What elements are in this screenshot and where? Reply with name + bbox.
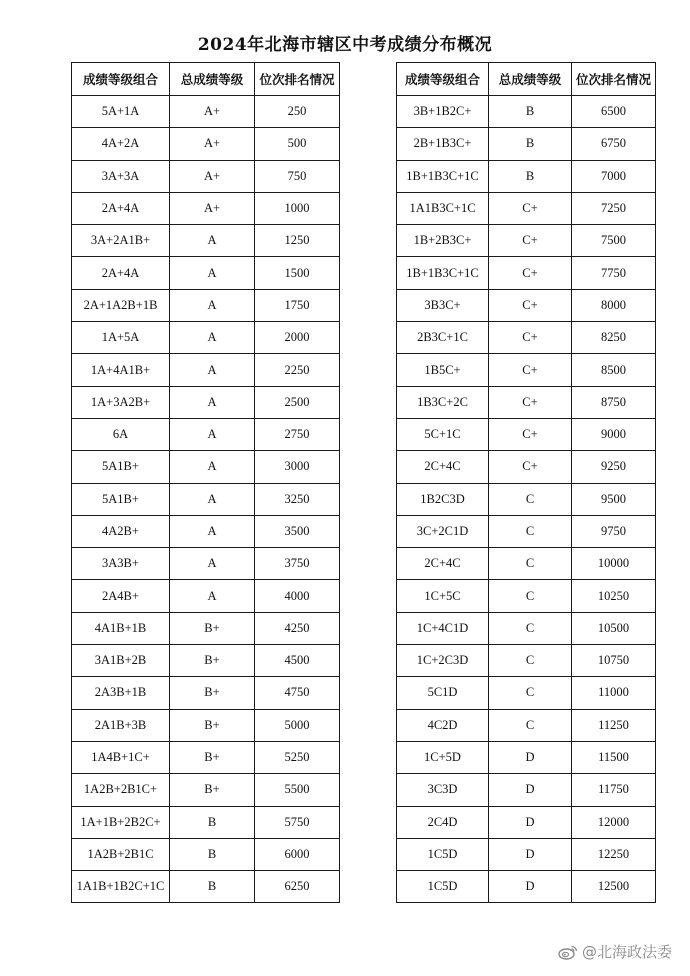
table-row [72,257,340,289]
cell-rank: 1750 [255,289,340,321]
cell-overall-grade: C+ [489,257,572,289]
cell-overall-grade: C [489,580,572,612]
cell-overall-grade: A [170,515,255,547]
cell-grade-combination: 2A3B+1B [72,677,170,709]
cell-overall-grade: A [170,548,255,580]
cell-grade-combination: 4A1B+1B [72,612,170,644]
table-row [72,160,340,192]
cell-grade-combination: 2B3C+1C [397,322,489,354]
cell-grade-combination: 2B+1B3C+ [397,128,489,160]
cell-grade-combination: 1A+3A2B+ [72,386,170,418]
table-row [397,289,656,321]
score-table-left [71,62,340,903]
cell-grade-combination: 3B+1B2C+ [397,96,489,128]
header-rank: 位次排名情况 [255,63,340,96]
cell-rank: 11500 [572,741,656,773]
cell-grade-combination: 5C+1C [397,418,489,450]
cell-overall-grade: B+ [170,645,255,677]
table-row [397,838,656,870]
cell-rank: 6250 [255,871,340,903]
header-overall-grade: 总成绩等级 [489,63,572,96]
cell-grade-combination: 2C+4C [397,548,489,580]
cell-overall-grade: B [489,128,572,160]
cell-rank: 6000 [255,838,340,870]
cell-overall-grade: B [170,871,255,903]
table-row [397,192,656,224]
cell-overall-grade: B+ [170,774,255,806]
cell-grade-combination: 2A+1A2B+1B [72,289,170,321]
table-row [397,128,656,160]
table-row [72,871,340,903]
cell-grade-combination: 5C1D [397,677,489,709]
cell-overall-grade: A+ [170,96,255,128]
table-row [397,774,656,806]
table-row [72,451,340,483]
cell-grade-combination: 3A3B+ [72,548,170,580]
cell-overall-grade: C+ [489,418,572,450]
cell-overall-grade: A [170,322,255,354]
cell-overall-grade: A+ [170,160,255,192]
cell-grade-combination: 5A+1A [72,96,170,128]
cell-overall-grade: B [170,838,255,870]
table-row [397,160,656,192]
cell-rank: 9250 [572,451,656,483]
cell-rank: 8750 [572,386,656,418]
cell-rank: 5500 [255,774,340,806]
cell-grade-combination: 5A1B+ [72,483,170,515]
cell-grade-combination: 1A1B+1B2C+1C [72,871,170,903]
score-table-right [396,62,656,903]
cell-rank: 2750 [255,418,340,450]
cell-grade-combination: 3A1B+2B [72,645,170,677]
cell-grade-combination: 1A4B+1C+ [72,741,170,773]
header-grade-combination: 成绩等级组合 [397,63,489,96]
cell-overall-grade: A [170,225,255,257]
cell-grade-combination: 1C5D [397,871,489,903]
table-row [72,354,340,386]
cell-grade-combination: 1C+4C1D [397,612,489,644]
page-title: 2024年北海市辖区中考成绩分布概况 [197,35,493,55]
cell-overall-grade: D [489,838,572,870]
cell-grade-combination: 1B+1B3C+1C [397,257,489,289]
table-row [397,483,656,515]
cell-rank: 5000 [255,709,340,741]
cell-grade-combination: 1B5C+ [397,354,489,386]
cell-rank: 12250 [572,838,656,870]
cell-grade-combination: 1A1B3C+1C [397,192,489,224]
cell-rank: 11000 [572,677,656,709]
cell-rank: 7500 [572,225,656,257]
cell-rank: 1250 [255,225,340,257]
cell-rank: 10250 [572,580,656,612]
cell-rank: 1000 [255,192,340,224]
cell-grade-combination: 3A+3A [72,160,170,192]
cell-rank: 4250 [255,612,340,644]
table-row [72,96,340,128]
cell-overall-grade: D [489,774,572,806]
cell-rank: 10750 [572,645,656,677]
cell-rank: 500 [255,128,340,160]
cell-grade-combination: 5A1B+ [72,451,170,483]
cell-grade-combination: 1B+1B3C+1C [397,160,489,192]
table-row [72,709,340,741]
cell-rank: 3000 [255,451,340,483]
cell-overall-grade: B+ [170,677,255,709]
watermark-text: @北海政法委 [581,943,672,961]
table-row [72,322,340,354]
cell-overall-grade: A [170,418,255,450]
cell-overall-grade: C+ [489,192,572,224]
cell-overall-grade: C [489,677,572,709]
table-row [397,580,656,612]
table-row [72,483,340,515]
table-row [397,806,656,838]
cell-rank: 2000 [255,322,340,354]
cell-overall-grade: C+ [489,225,572,257]
table-row [72,580,340,612]
cell-rank: 10500 [572,612,656,644]
table-row [397,871,656,903]
cell-rank: 250 [255,96,340,128]
cell-overall-grade: A [170,580,255,612]
cell-rank: 3750 [255,548,340,580]
cell-grade-combination: 3C3D [397,774,489,806]
cell-grade-combination: 1B3C+2C [397,386,489,418]
cell-overall-grade: C+ [489,451,572,483]
table-row [72,418,340,450]
table-row [397,322,656,354]
cell-overall-grade: A [170,289,255,321]
cell-overall-grade: B+ [170,612,255,644]
cell-overall-grade: C+ [489,289,572,321]
cell-rank: 8000 [572,289,656,321]
cell-rank: 750 [255,160,340,192]
table-row [72,548,340,580]
table-row [397,451,656,483]
cell-rank: 9500 [572,483,656,515]
cell-grade-combination: 2C4D [397,806,489,838]
cell-overall-grade: A [170,386,255,418]
table-row [397,225,656,257]
cell-rank: 1500 [255,257,340,289]
cell-grade-combination: 1A+5A [72,322,170,354]
cell-grade-combination: 1A+1B+2B2C+ [72,806,170,838]
cell-rank: 11750 [572,774,656,806]
table-row [72,838,340,870]
cell-grade-combination: 3A+2A1B+ [72,225,170,257]
cell-overall-grade: C [489,645,572,677]
cell-grade-combination: 3C+2C1D [397,515,489,547]
cell-rank: 7250 [572,192,656,224]
cell-overall-grade: A+ [170,192,255,224]
cell-overall-grade: A [170,257,255,289]
cell-rank: 3500 [255,515,340,547]
cell-rank: 2250 [255,354,340,386]
cell-rank: 4000 [255,580,340,612]
cell-overall-grade: A [170,451,255,483]
table-row [397,515,656,547]
cell-rank: 12000 [572,806,656,838]
table-row [397,645,656,677]
cell-overall-grade: C+ [489,386,572,418]
table-row [397,709,656,741]
table-row [72,806,340,838]
table-row [397,677,656,709]
cell-grade-combination: 1C5D [397,838,489,870]
cell-grade-combination: 1A+4A1B+ [72,354,170,386]
table-row [397,418,656,450]
cell-overall-grade: B [170,806,255,838]
cell-rank: 10000 [572,548,656,580]
table-row [72,515,340,547]
cell-rank: 5250 [255,741,340,773]
cell-grade-combination: 4A2B+ [72,515,170,547]
cell-rank: 3250 [255,483,340,515]
cell-rank: 4750 [255,677,340,709]
cell-grade-combination: 6A [72,418,170,450]
cell-grade-combination: 3B3C+ [397,289,489,321]
cell-grade-combination: 2A4B+ [72,580,170,612]
cell-rank: 9000 [572,418,656,450]
table-row [397,354,656,386]
cell-rank: 5750 [255,806,340,838]
cell-grade-combination: 2A+4A [72,192,170,224]
cell-overall-grade: A [170,483,255,515]
table-row [397,612,656,644]
cell-grade-combination: 1B+2B3C+ [397,225,489,257]
table-row [72,677,340,709]
header-grade-combination: 成绩等级组合 [72,63,170,96]
cell-grade-combination: 1C+5C [397,580,489,612]
weibo-icon [558,944,578,960]
cell-overall-grade: B+ [170,741,255,773]
table-row [397,257,656,289]
table-row [72,225,340,257]
table-row [72,612,340,644]
cell-rank: 7750 [572,257,656,289]
cell-overall-grade: C [489,612,572,644]
table-row [397,548,656,580]
table-row [397,741,656,773]
cell-grade-combination: 1A2B+2B1C+ [72,774,170,806]
cell-rank: 4500 [255,645,340,677]
cell-rank: 11250 [572,709,656,741]
cell-overall-grade: B [489,96,572,128]
cell-grade-combination: 1C+5D [397,741,489,773]
cell-rank: 8250 [572,322,656,354]
table-row [397,96,656,128]
table-row [72,128,340,160]
cell-grade-combination: 2A+4A [72,257,170,289]
cell-grade-combination: 4C2D [397,709,489,741]
cell-rank: 2500 [255,386,340,418]
cell-grade-combination: 2A1B+3B [72,709,170,741]
cell-rank: 8500 [572,354,656,386]
cell-overall-grade: C [489,709,572,741]
table-header-row [397,63,656,96]
cell-grade-combination: 2C+4C [397,451,489,483]
cell-rank: 7000 [572,160,656,192]
cell-grade-combination: 1B2C3D [397,483,489,515]
cell-rank: 6500 [572,96,656,128]
table-header-row [72,63,340,96]
cell-grade-combination: 1C+2C3D [397,645,489,677]
table-row [72,386,340,418]
cell-overall-grade: A+ [170,128,255,160]
table-row [72,645,340,677]
cell-overall-grade: A [170,354,255,386]
cell-rank: 12500 [572,871,656,903]
table-row [72,741,340,773]
table-row [72,192,340,224]
table-row [72,289,340,321]
cell-overall-grade: D [489,871,572,903]
cell-rank: 6750 [572,128,656,160]
cell-overall-grade: B [489,160,572,192]
cell-grade-combination: 1A2B+2B1C [72,838,170,870]
cell-overall-grade: D [489,806,572,838]
table-row [397,386,656,418]
cell-overall-grade: C+ [489,354,572,386]
cell-grade-combination: 4A+2A [72,128,170,160]
cell-rank: 9750 [572,515,656,547]
table-row [72,774,340,806]
cell-overall-grade: C [489,483,572,515]
cell-overall-grade: C [489,515,572,547]
watermark [558,941,672,962]
cell-overall-grade: C+ [489,322,572,354]
cell-overall-grade: B+ [170,709,255,741]
cell-overall-grade: D [489,741,572,773]
header-rank: 位次排名情况 [572,63,656,96]
header-overall-grade: 总成绩等级 [170,63,255,96]
cell-overall-grade: C [489,548,572,580]
